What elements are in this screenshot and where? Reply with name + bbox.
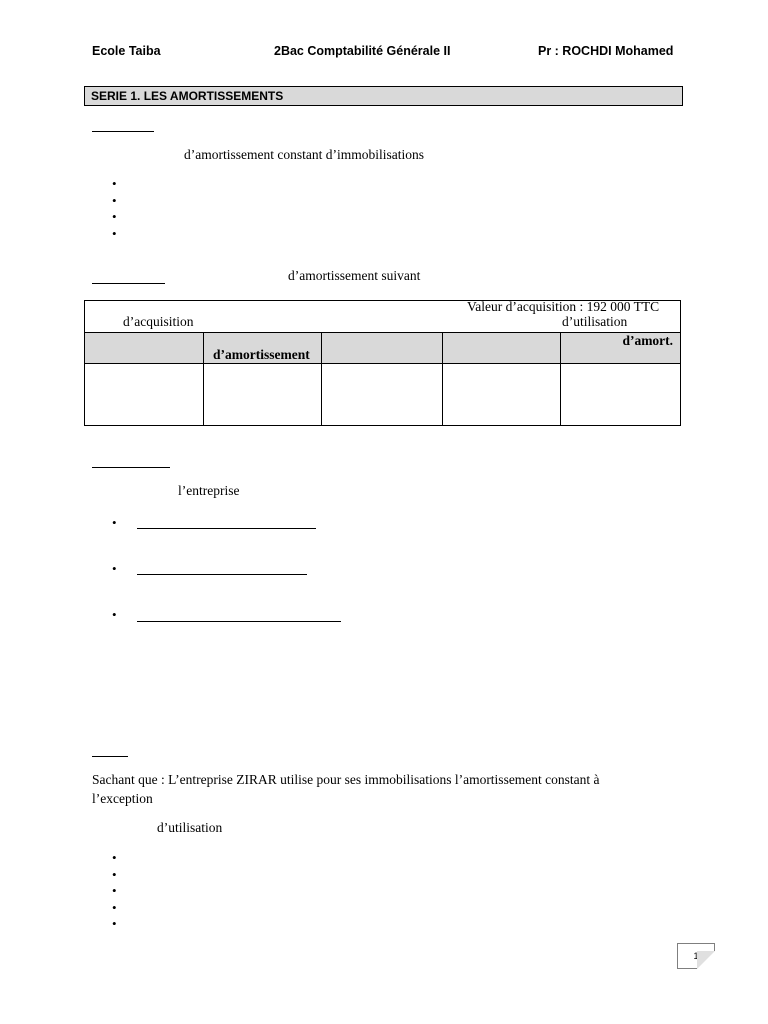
course-name: 2Bac Comptabilité Générale II [274, 44, 451, 58]
bullet-item: • [112, 916, 117, 931]
school-name: Ecole Taiba [92, 44, 161, 58]
section2-heading-underline [92, 283, 165, 284]
fill-in-bullet: • [112, 561, 117, 576]
fill-in-line [137, 621, 341, 622]
table-row [85, 364, 681, 426]
section4-intro-line2: l’exception [92, 791, 153, 806]
table-cell [561, 364, 681, 426]
page-fold-icon [697, 951, 715, 969]
fill-in-bullet: • [112, 607, 117, 622]
table-header-cell [443, 333, 561, 364]
section3-heading-underline [92, 467, 170, 468]
bullet-item: • [112, 899, 117, 915]
table-header-cell [204, 333, 322, 364]
table-header-cell [85, 333, 204, 364]
amortization-table [84, 300, 681, 426]
page-number [677, 943, 715, 969]
teacher-name: Pr : ROCHDI Mohamed [538, 44, 674, 58]
header-amortissement: d’amortissement [213, 347, 310, 362]
section3-text: l’entreprise [178, 483, 240, 498]
section1-bullet-list [112, 176, 117, 242]
bullet-item: • [112, 192, 117, 208]
section4-bullet-list [112, 850, 117, 933]
table-cell [85, 364, 204, 426]
bullet-item: • [112, 866, 117, 882]
bullet-item: • [112, 225, 117, 241]
series-title: SERIE 1. LES AMORTISSEMENTS [84, 86, 683, 106]
section1-text: d’amortissement constant d’immobilisations [184, 147, 424, 162]
acquisition-date-label: d’acquisition [123, 314, 194, 329]
section2-text: d’amortissement suivant [288, 268, 421, 283]
acquisition-value-label: Valeur d’acquisition : 192 000 TTC [467, 299, 660, 314]
fill-in-bullet: • [112, 515, 117, 530]
table-header-row [85, 333, 681, 364]
section4-heading-underline [92, 756, 128, 757]
table-cell [322, 364, 443, 426]
bullet-item: • [112, 850, 117, 865]
table-info-row [85, 301, 681, 333]
fill-in-line [137, 528, 316, 529]
section4-text: d’utilisation [157, 820, 223, 835]
table-cell [204, 364, 322, 426]
header-amort: d’amort. [622, 333, 674, 348]
table-header-cell [322, 333, 443, 364]
section1-heading-underline [92, 131, 154, 132]
table-cell [443, 364, 561, 426]
section4-intro-line1: Sachant que : L’entreprise ZIRAR utilise pour ses immobilisations l’amortissement constant à [92, 772, 600, 787]
useful-life-label: d’utilisation [562, 314, 628, 329]
bullet-item: • [112, 176, 117, 191]
bullet-item: • [112, 209, 117, 224]
table-header-cell [561, 333, 681, 364]
page-number-text: 1 [693, 951, 699, 961]
fill-in-line [137, 574, 307, 575]
bullet-item: • [112, 883, 117, 898]
